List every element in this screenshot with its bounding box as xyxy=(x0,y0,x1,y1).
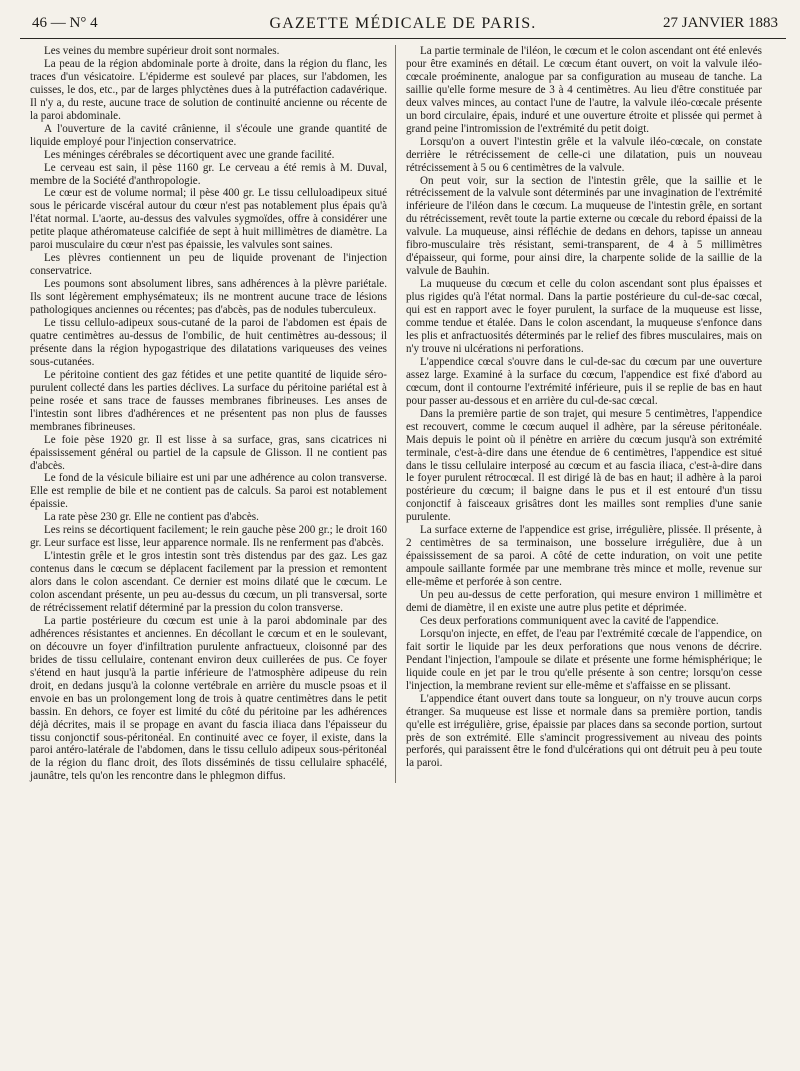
paragraph: Les veines du membre supérieur droit sont normales. xyxy=(44,45,280,57)
paragraph: Ces deux perforations communiquent avec la cavité de l'appendice. xyxy=(420,614,719,627)
paragraph: Les méninges cérébrales se décortiquent avec une grande facilité. xyxy=(44,148,335,161)
paragraph: La surface externe de l'appendice est grise, irrégulière, plissée. Il présente, à 2 centimètres de sa terminaison, une bosselure irrégulière, due à un épaississement de sa paroi. A côté de cette induration, on voit une petite ampoule saillante formée par une membrane très mince et molle, revenue sur elle-même et perforée à son centre. xyxy=(406,524,762,589)
paragraph: Dans la première partie de son trajet, qui mesure 5 centimètres, l'appendice est recouvert, comme le cœcum auquel il adhère, par la séreuse péritonéale. Mais depuis le point où il pénètre en arrière du cœcum jusqu'à son extrémité terminale, c'est-à-dire dans une étendue de 6 centimètres, l'appendice est situé dans le tissu cellulaire interposé au cœcum et au fascia iliaca, c'est-à-dire dans le foyer purulent rétrocœcal. Il est dirigé là de bas en haut; il adhère à la paroi postérieure du cœcum; il baigne dans le pus et il est entouré d'un tissu conjonctif à faisceaux grisâtres dont les mailles sont remplies d'une sanie purulente. xyxy=(406,407,762,524)
paragraph: Le fond de la vésicule biliaire est uni par une adhérence au colon transverse. Elle est remplie de bile et ne contient pas de calculs. Sa paroi est notablement épaissie. xyxy=(30,472,387,511)
publication-title: GAZETTE MÉDICALE DE PARIS. xyxy=(269,15,537,32)
paragraph: La peau de la région abdominale porte à droite, dans la région du flanc, les traces d'un vésicatoire. L'épiderme est soulevé par places, sur l'abdomen, les cuisses, le dos, etc., par de larges phlyctènes dues à la putréfaction cadavérique. Il n'y a, du reste, aucune trace de solution de continuité ancienne ou récente de la paroi abdominale. xyxy=(30,57,387,122)
paragraph: La partie postérieure du cœcum est unie à la paroi abdominale par des adhérences résistantes et anciennes. En décollant le cœcum et en le soulevant, on découvre un foyer d'infiltration purulente anfractueux, cloisonné par des brides de tissu cellulaire, contenant environ deux cuillerées de pus. Ce foyer s'étend en haut jusqu'à la partie inférieure de l'atmosphère adipeuse du rein droit, en dedans jusqu'à la colonne vertébrale en arrière du muscle psoas et il envoie en bas un prolongement long de trois à quatre centimètres dans le petit bassin. En dehors, ce foyer est limité du côté du péritoine par les adhérences déjà décrites, mais il se propage en avant du fascia iliaca dans l'épaisseur du tissu conjonctif sous-péritonéal. En continuité avec ce foyer, il existe, dans la paroi antéro-latérale de l'abdomen, dans le tissu cellulo adipeux sous-péritonéal de la région du flanc droit, des îlots disséminés de tissu cellulaire sphacélé, jaunâtre, tels qu'on les rencontre dans le phlegmon diffus. xyxy=(30,614,387,783)
page-header xyxy=(20,14,786,39)
paragraph: Les reins se décortiquent facilement; le rein gauche pèse 200 gr.; le droit 160 gr. Leur surface est lisse, leur apparence normale. Ils ne renferment pas d'abcès. xyxy=(30,524,387,550)
paragraph: On peut voir, sur la section de l'intestin grêle, que la saillie et le rétrécissement de la valvule sont déterminés par une invagination de l'extrémité inférieure de l'iléon dans le cœcum. La muqueuse de l'intestin grêle, en sortant du rétrécissement, revêt toute la partie externe ou cœcale du rebord épaissi de la valvule. La muqueuse, ainsi réfléchie de dedans en dehors, tapisse un anneau fibro-musculaire très résistant, semi-transparent, de 4 à 5 millimètres d'épaisseur, qui forme, pour ainsi dire, la charpente solide de la saillie de la valvule de Bauhin. xyxy=(406,174,762,278)
paragraph: L'appendice étant ouvert dans toute sa longueur, on n'y trouve aucun corps étranger. Sa muqueuse est lisse et normale dans sa première portion, tandis qu'elle est irrégulière, grise, épaissie par places dans sa seconde portion, surtout près de son extrémité. Elle s'amincit progressivement au niveau des points perforés, qui paraissent être le fond d'ulcérations qui ont détruit peu à peu toute la paroi. xyxy=(406,692,762,770)
paragraph: Les plèvres contiennent un peu de liquide provenant de l'injection conservatrice. xyxy=(30,252,387,278)
paragraph: L'intestin grêle et le gros intestin sont très distendus par des gaz. Les gaz contenus dans le cœcum se déplacent facilement par la pression et remontent alors dans le colon ascendant. Ce dernier est moins dilaté que le cœcum. Le colon ascendant présente, un peu au-dessus du cœcum, un pli transversal, sorte de rétrécissement relatif déterminé par la pression du colon transverse. xyxy=(30,550,387,614)
paragraph: Le péritoine contient des gaz fétides et une petite quantité de liquide séro-purulent collecté dans les parties déclives. La surface du péritoine pariétal est à peine rosée et sans trace de fausses membranes fibrineuses. Les anses de l'intestin sont libres d'adhérences et ne présentent pas non plus de fausses membranes fibrineuses. xyxy=(30,368,387,433)
paragraph: Les poumons sont absolument libres, sans adhérences à la plèvre pariétale. Ils sont légèrement emphysémateux; ils ne montrent aucune trace de lésions pathologiques anciennes ou récentes; pas d'abcès, pas de nodules tuberculeux. xyxy=(30,278,387,317)
paragraph: Un peu au-dessus de cette perforation, qui mesure environ 1 millimètre et demi de diamètre, il en existe une autre plus petite et déprimée. xyxy=(406,589,762,614)
paragraph: Le tissu cellulo-adipeux sous-cutané de la paroi de l'abdomen est épais de quatre centimètres au-dessus de l'ombilic, de huit centimètres au-dessous; il présente dans la région hypogastrique des dilatations variqueuses des veines sous-cutanées. xyxy=(30,317,387,368)
paragraph: L'appendice cœcal s'ouvre dans le cul-de-sac du cœcum par une ouverture assez large. Examiné à la surface du cœcum, l'appendice est fixé d'abord au cœcum, dont il contourne l'extrémité inférieure, puis il se replie de bas en haut pour passer au-dessous et en arrière du cul-de-sac cœcal. xyxy=(406,355,762,407)
left-column xyxy=(20,45,395,783)
paragraph: Lorsqu'on injecte, en effet, de l'eau par l'extrémité cœcale de l'appendice, on fait sortir le liquide par les deux perforations que nous venons de décrire. Pendant l'injection, l'ampoule se dilate et présente une forme hémisphérique; le liquide coule en jet par le trou qu'elle présente à son centre; lorsqu'on cesse l'injection, la membrane revient sur elle-même et s'affaisse en se plissant. xyxy=(406,627,762,692)
paragraph: Le cerveau est sain, il pèse 1160 gr. Le cerveau a été remis à M. Duval, membre de la Société d'anthropologie. xyxy=(30,161,387,187)
issue-date: 27 JANVIER 1883 xyxy=(663,15,778,31)
article-columns xyxy=(20,45,786,783)
paragraph: Lorsqu'on a ouvert l'intestin grêle et la valvule iléo-cœcale, on constate derrière le rétrécissement de celle-ci une dilatation, puis un nouveau rétrécissement à 5 ou 6 centimètres de la valvule. xyxy=(406,135,762,174)
paragraph: A l'ouverture de la cavité crânienne, il s'écoule une grande quantité de liquide employé pour l'injection conservatrice. xyxy=(30,122,387,148)
page-number: 46 — N° 4 xyxy=(32,15,98,31)
paragraph: Le foie pèse 1920 gr. Il est lisse à sa surface, gras, sans cicatrices ni épaississement général ou partiel de la capsule de Glisson. Il ne contient pas d'abcès. xyxy=(30,433,387,472)
paragraph: Le cœur est de volume normal; il pèse 400 gr. Le tissu celluloadipeux situé sous le péricarde viscéral autour du cœur n'est pas notablement plus épais qu'à l'état normal. L'aorte, au-dessus des valvules sygmoïdes, offre à considérer une petite plaque athéromateuse calcifiée de sept à huit millimètres de diamètre. La paroi musculaire du cœur n'est pas épaissie, les valvules sont saines. xyxy=(30,187,387,252)
right-column xyxy=(395,45,770,783)
paragraph: La muqueuse du cœcum et celle du colon ascendant sont plus épaisses et plus rigides qu'à l'état normal. Dans la partie postérieure du cul-de-sac cœcal, qui est en rapport avec le foyer purulent, la surface de la muqueuse est lisse, comme tendue et étalée. Dans le colon ascendant, la muqueuse s'enfonce dans les plis et anfractuosités déterminés par le relief des fibres musculaires, mais on n'y trouve ni ulcérations ni perforations. xyxy=(406,278,762,355)
paragraph: La rate pèse 230 gr. Elle ne contient pas d'abcès. xyxy=(44,511,259,524)
paragraph: La partie terminale de l'iléon, le cœcum et le colon ascendant ont été enlevés pour être examinés en détail. Le cœcum étant ouvert, on voit la valvule iléo-cœcale proéminente, analogue par sa configuration au museau de tanche. La saillie qu'elle forme mesure de 3 à 4 centimètres. Au lieu d'être constituée par deux valves minces, au contact l'une de l'autre, la valvule iléo-cœcale présente un bord circulaire, épais, induré et une ouverture étroite et plissée qui permet à grand peine l'intromission de l'extrémité du petit doigt. xyxy=(406,45,762,135)
